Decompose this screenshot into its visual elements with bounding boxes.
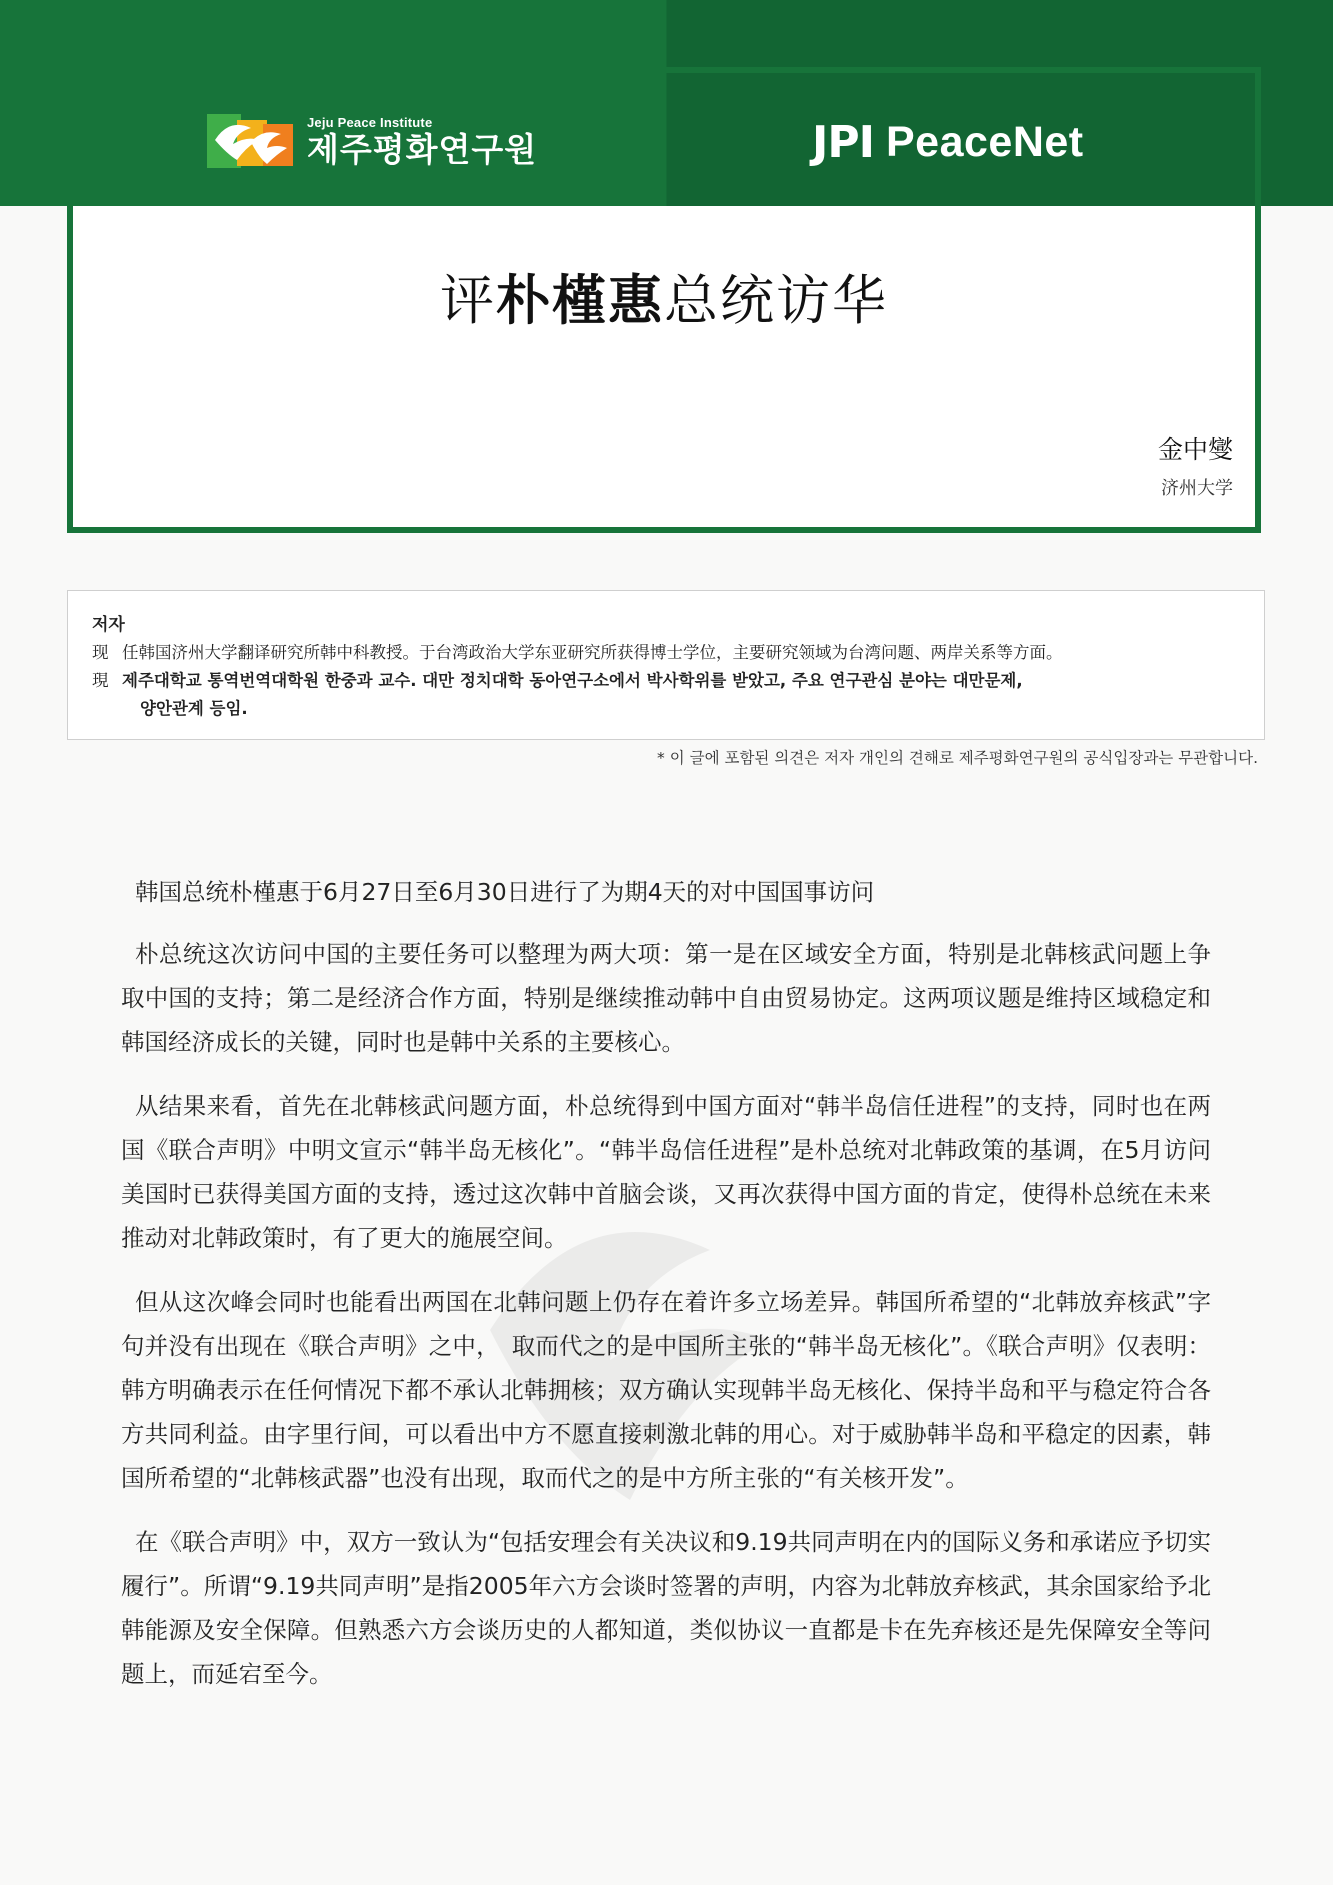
title-pre: 评 — [440, 269, 496, 332]
author-bio-box — [67, 590, 1265, 740]
title-bold: 朴槿惠 — [496, 269, 664, 332]
logo-english-name: Jeju Peace Institute — [307, 114, 433, 130]
bio-heading: 저자 — [92, 615, 125, 635]
bio-text-zh: 任韩国济州大学翻译研究所韩中科教授。于台湾政治大学东亚研究所获得博士学位，主要研究领域为台湾问题、两岸关系等方面。 — [122, 643, 1063, 662]
bio-prefix-zh: 现 — [92, 643, 109, 662]
author-name: 金中燮 — [1157, 435, 1233, 464]
article-paragraph: 朴总统这次访问中国的主要任务可以整理为两大项：第一是在区域安全方面，特别是北韩核武问题上争取中国的支持；第二是经济合作方面，特别是继续推动韩中自由贸易协定。这两项议题是维持区域稳定和韩国经济成长的关键，同时也是韩中关系的主要核心。 — [121, 940, 1211, 1056]
disclaimer: * 이 글에 포함된 의견은 저자 개인의 견해로 제주평화연구원의 공식입장과는 무관합니다. — [657, 749, 1258, 767]
bio-text-ko-2: 양안관계 등임. — [140, 699, 248, 718]
article-paragraph: 但从这次峰会同时也能看出两国在北韩问题上仍存在着许多立场差异。韩国所希望的“北韩放弃核武”字句并没有出现在《联合声明》之中， 取而代之的是中国所主张的“韩半岛无核化”。《联合声明》仅表明：韩方明确表示在任何情况下都不承认北韩拥核；双方确认实现韩半岛无核化、保持半岛和平与稳定符合各方共同利益。由字里行间，可以看出中方不愿直接刺激北韩的用心。对于威胁韩半岛和平稳定的因素，韩国所希望的“北韩核武器”也没有出现，取而代之的是中方所主张的“有关核开发”。 — [121, 1288, 1211, 1492]
article-paragraph: 在《联合声明》中，双方一致认为“包括安理会有关决议和9.19共同声明在内的国际义务和承诺应予切实履行”。所谓“9.19共同声明”是指2005年六方会谈时签署的声明，内容为北韩放弃核武，其余国家给予北韩能源及安全保障。但熟悉六方会谈历史的人都知道，类似协议一直都是卡在先弃核还是先保障安全等问题上，而延宕至今。 — [121, 1528, 1211, 1688]
author-block — [1158, 430, 1233, 500]
article-paragraph: 从结果来看，首先在北韩核武问题方面，朴总统得到中国方面对“韩半岛信任进程”的支持，同时也在两国《联合声明》中明文宣示“韩半岛无核化”。“韩半岛信任进程”是朴总统对北韩政策的基调，在5月访问美国时已获得美国方面的支持，透过这次韩中首脑会谈，又再次获得中国方面的肯定，使得朴总统在未来推动对北韩政策时，有了更大的施展空间。 — [121, 1092, 1211, 1252]
author-affiliation: 济州大学 — [1161, 478, 1233, 499]
bio-line-zh — [92, 639, 1240, 667]
peacenet-name: PeaceNet — [886, 117, 1084, 166]
bio-text-ko-1: 제주대학교 통역번역대학원 한중과 교수. 대만 정치대학 동아연구소에서 박사학위를 받았고, 주요 연구관심 분야는 대만문제, — [122, 671, 1023, 690]
jeju-peace-institute-logo[interactable] — [207, 110, 537, 172]
dove-logo-icon — [207, 110, 295, 172]
article-body — [121, 870, 1211, 1716]
title-post: 总统访华 — [664, 269, 888, 332]
article-paragraph: 韩国总统朴槿惠于6月27日至6月30日进行了为期4天的对中国国事访问 — [135, 878, 875, 906]
logo-korean-name: 제주평화연구원 — [307, 129, 538, 169]
bio-line-ko — [92, 667, 1240, 695]
jpi-mark: JPI — [812, 116, 874, 168]
page-title — [73, 258, 1255, 335]
bio-prefix-ko: 現 — [92, 671, 109, 690]
jpi-peacenet-logo[interactable] — [812, 112, 1084, 172]
